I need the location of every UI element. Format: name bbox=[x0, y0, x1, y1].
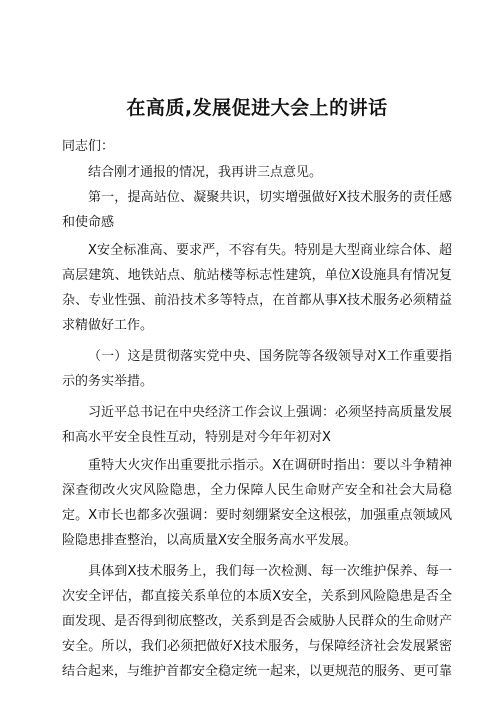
paragraph-subpoint-one: （一）这是贯彻落实党中央、国务院等各级领导对X工作重要指示的务实举措。 bbox=[62, 349, 452, 389]
paragraph-technical-service: 具体到X技术服务上，我们每一次检测、每一次维护保养、每一次安全评估，都直接关系单位的本质X安全，关系到风险隐患是否全面发现、是否得到彻底整改，关系到是否会威胁人民群众的生命财产安全。所以，我们必须把做好X技术服务，与保障经济社会发展紧密结合起来，与维护首都安全稳定统一起来，以更规范的服务、更可靠 bbox=[62, 564, 453, 679]
paragraph-safety-standards: X安全标准高、要求严，不容有失。特别是大型商业综合体、超高层建筑、地铁站点、航站楼等标志性建筑，单位X设施具有情况复杂、专业性强、前沿技术多等特点，在首都从事X技术服务必须精益求精做好工作。 bbox=[62, 243, 452, 333]
paragraph-point-one-heading: 第一，提高站位、凝聚共识，切实增强做好X技术服务的责任感和使命感 bbox=[62, 190, 452, 230]
paragraph-major-fire-instructions: 重特大火灾作出重要批示指示。X在调研时指出：要以斗争精神深查彻改火灾风险隐患，全力保障人民生命财产安全和社会大局稳定。X市长也都多次强调：要时刻绷紧安全这根弦，加强重点领域风险隐患排查整治，以高质量X安全服务高水平发展。 bbox=[62, 458, 452, 548]
document-title: 在高质,发展促进大会上的讲话 bbox=[126, 97, 388, 119]
paragraph-intro: 结合刚才通报的情况，我再讲三点意见。 bbox=[88, 165, 323, 180]
paragraph-xi-remarks: 习近平总书记在中央经济工作会议上强调：必须坚持高质量发展和高水平安全良性互动，特别是对今年年初对X bbox=[62, 405, 453, 445]
greeting: 同志们： bbox=[62, 139, 115, 154]
